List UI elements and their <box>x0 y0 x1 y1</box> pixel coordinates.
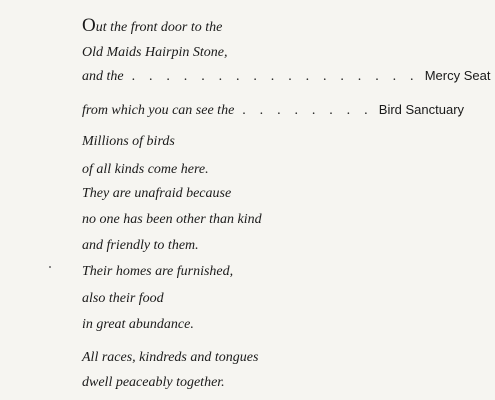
dot-leader: . . . . . . . . . . . . . . . . . <box>131 69 419 84</box>
verse-line: of all kinds come here. <box>82 162 209 177</box>
verse-line: in great abundance. <box>82 317 194 332</box>
verse-line: also their food <box>82 291 164 306</box>
verse-line: dwell peaceably together. <box>82 375 225 390</box>
paper-speck <box>49 266 51 268</box>
destination-bird-sanctuary: Bird Sanctuary <box>378 102 465 117</box>
leader-line-mercy-seat: and the . . . . . . . . . . . . . . . . . Mercy Seat <box>82 68 491 84</box>
verse-line: Their homes are furnished, <box>82 264 234 279</box>
verse-line: All races, kindreds and tongues <box>82 350 259 365</box>
destination-mercy-seat: Mercy Seat <box>424 68 491 83</box>
leader-line-bird-sanctuary: from which you can see the . . . . . . . . Bird Sanctuary <box>82 102 465 118</box>
verse-line: no one has been other than kind <box>82 212 262 227</box>
verse-line: Millions of birds <box>82 134 175 149</box>
verse-line-2: Old Maids Hairpin Stone, <box>82 45 228 60</box>
verse-line: They are unafraid because <box>82 186 232 201</box>
dot-leader: . . . . . . . . <box>242 103 373 118</box>
verse-line-1: Out the front door to the <box>82 15 223 36</box>
drop-cap: O <box>82 15 96 36</box>
verse-line: and friendly to them. <box>82 238 199 253</box>
